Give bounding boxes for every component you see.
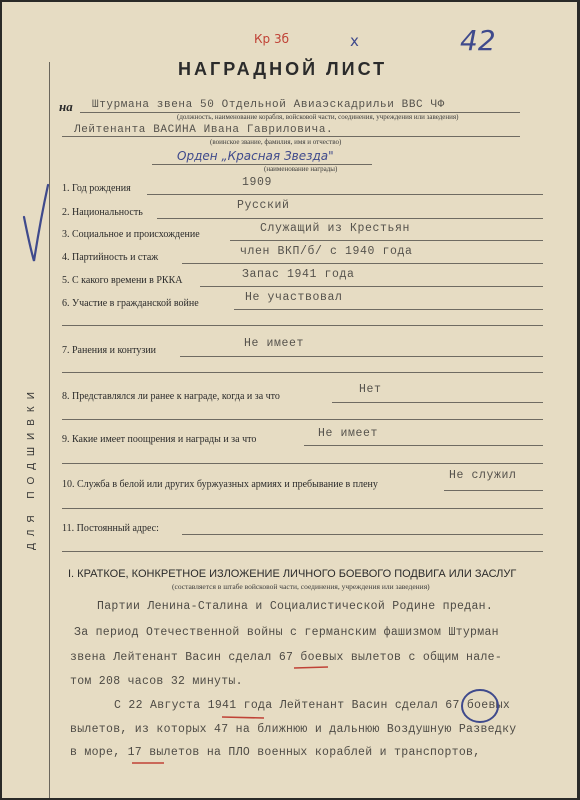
field-4-label: 4. Партийность и стаж	[62, 252, 159, 263]
field-11-line-2	[62, 551, 543, 552]
field-3-label: 3. Социальное и происхождение	[62, 229, 200, 240]
field-6-value: Не участвовал	[245, 291, 343, 304]
cross-mark: x	[350, 32, 359, 50]
field-9-label: 9. Какие имеет поощрения и награды и за что	[62, 434, 257, 445]
binding-margin-label: ДЛЯ ПОДШИВКИ	[26, 385, 37, 550]
award-line	[152, 164, 372, 165]
field-1-value: 1909	[242, 176, 273, 189]
narrative-line-6: вылетов, из которых 47 на ближнюю и дальнюю Воздушную Разведку	[70, 723, 517, 736]
document-title: НАГРАДНОЙ ЛИСТ	[178, 59, 388, 79]
field-6-line	[234, 309, 543, 310]
underline-mark-1	[292, 662, 332, 672]
field-8-line	[332, 402, 543, 403]
award-value: Орден „Красная Звезда"	[177, 149, 334, 163]
field-1-line	[147, 194, 543, 195]
field-2-line	[157, 218, 543, 219]
field-5-value: Запас 1941 года	[242, 268, 355, 281]
award-sheet	[2, 2, 577, 798]
underline-mark-3	[130, 758, 170, 768]
page-number: 42	[460, 24, 496, 57]
name-value: Лейтенанта ВАСИНА Ивана Гавриловича.	[74, 124, 334, 136]
field-9-value: Не имеет	[318, 427, 379, 440]
unit-caption: (должность, наименование корабля, войсковой части, соединения, учреждения или заведения)	[177, 113, 459, 121]
field-7-line	[180, 356, 543, 357]
field-3-value: Служащий из Крестьян	[260, 222, 411, 235]
name-caption: (воинское звание, фамилия, имя и отчество)	[210, 138, 342, 146]
prefix-na: на	[59, 99, 73, 114]
field-9-line	[304, 445, 543, 446]
field-1-label: 1. Год рождения	[62, 183, 131, 194]
archive-mark-red: Кр 3б	[254, 32, 289, 46]
narrative-line-2: За период Отечественной войны с германским фашизмом Штурман	[74, 626, 499, 639]
field-3-line	[230, 240, 543, 241]
field-4-line	[182, 263, 543, 264]
narrative-line-4: том 208 часов 32 минуты.	[70, 675, 243, 688]
checkmark-icon	[20, 177, 52, 267]
field-8-line-2	[62, 419, 543, 420]
field-7-value: Не имеет	[244, 337, 305, 350]
margin-rule	[49, 62, 50, 798]
field-7-label: 7. Ранения и контузии	[62, 345, 157, 356]
field-6-label: 6. Участие в гражданской войне	[62, 298, 199, 309]
field-5-line	[200, 286, 543, 287]
field-2-label: 2. Национальность	[62, 207, 143, 218]
field-10-line-2	[62, 508, 543, 509]
narrative-line-5: С 22 Августа 1941 года Лейтенант Васин сделал 67 боевых	[114, 699, 511, 712]
field-10-value: Не служил	[449, 469, 517, 482]
field-2-value: Русский	[237, 199, 290, 212]
field-4-value: член ВКП/б/ с 1940 года	[240, 245, 413, 258]
name-line	[62, 136, 520, 137]
field-7-line-2	[62, 372, 543, 373]
field-10-label: 10. Служба в белой или других буржуазных армиях и пребывание в плену	[62, 479, 378, 490]
narrative-line-3: звена Лейтенант Васин сделал 67 боевых вылетов с общим нале-	[70, 651, 503, 664]
field-5-label: 5. С какого времени в РККА	[62, 275, 183, 286]
award-caption: (наименование награды)	[264, 165, 338, 173]
field-8-value: Нет	[359, 383, 382, 396]
field-9-line-2	[62, 463, 543, 464]
field-10-line	[444, 490, 543, 491]
field-11-label: 11. Постоянный адрес:	[62, 523, 159, 534]
circle-mark-icon	[458, 686, 502, 726]
field-6-line-2	[62, 325, 543, 326]
unit-value: Штурмана звена 50 Отдельной Авиаэскадрильи ВВС ЧФ	[92, 99, 445, 111]
narrative-line-1: Партии Ленина-Сталина и Социалистической Родине предан.	[97, 600, 494, 613]
underline-mark-2	[220, 712, 270, 722]
section-heading: I. КРАТКОЕ, КОНКРЕТНОЕ ИЗЛОЖЕНИЕ ЛИЧНОГО БОЕВОГО ПОДВИГА ИЛИ ЗАСЛУГ	[68, 568, 517, 580]
field-8-label: 8. Представлялся ли ранее к награде, когда и за что	[62, 391, 280, 402]
section-caption: (составляется в штабе войсковой части, соединения, учреждения или заведения)	[172, 582, 430, 591]
narrative-line-7: в море, 17 вылетов на ПЛО военных кораблей и транспортов,	[70, 746, 481, 759]
field-11-line	[182, 534, 543, 535]
